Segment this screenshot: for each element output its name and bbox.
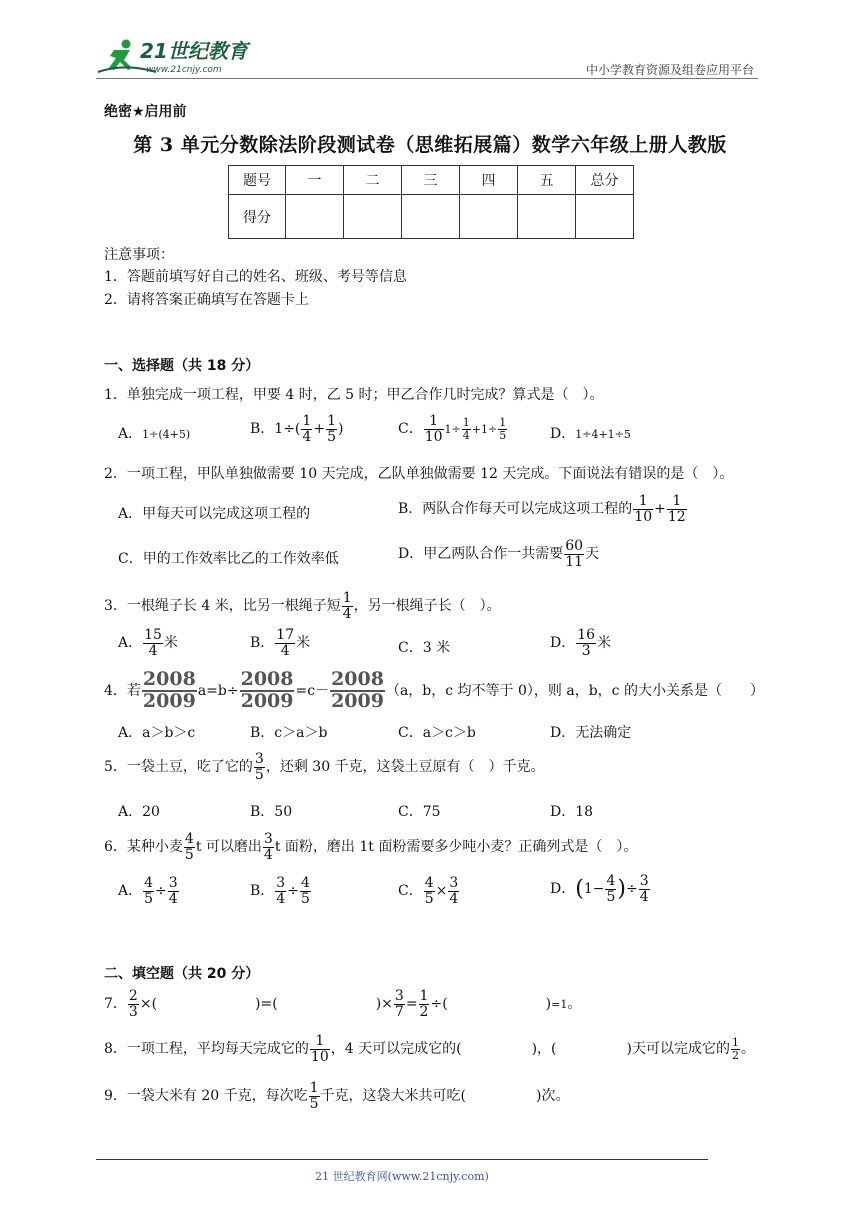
equals-one: =1 <box>551 998 568 1012</box>
fraction: $\frac{1}{5}$ <box>327 413 336 445</box>
question-5 <box>104 752 545 782</box>
question-9 <box>104 1081 569 1111</box>
option-unit: 米 <box>296 635 311 652</box>
fraction: $\frac{3}{5}$ <box>254 751 264 783</box>
operator: × <box>435 883 448 900</box>
option-expr: 1÷4+1÷5 <box>575 428 631 441</box>
option-letter: A． <box>118 883 143 900</box>
period: 。 <box>567 996 582 1013</box>
q1-option-d[interactable] <box>550 423 631 443</box>
q4-option-c[interactable]: C．a＞c＞b <box>398 725 476 741</box>
q6-option-a[interactable] <box>118 876 180 906</box>
q4-option-b[interactable]: B．c＞a＞b <box>250 725 328 741</box>
page-title: 第 3 单元分数除法阶段测试卷（思维拓展篇）数学六年级上册人教版 <box>133 134 727 156</box>
option-letter: B． <box>250 421 275 438</box>
blank-expr[interactable]: ，4 天可以完成它的( )，( )天可以完成它的 <box>330 1041 730 1058</box>
question-text: 6．某种小麦 <box>104 839 183 856</box>
score-table-header-row <box>229 166 634 195</box>
option-letter: C． <box>398 883 423 900</box>
q2-option-d[interactable] <box>398 539 599 569</box>
fraction: $\frac{1}{2}$ <box>731 1036 739 1062</box>
option-letter: D． <box>550 635 576 652</box>
header-platform-text: 中小学教育资源及组卷应用平台 <box>585 63 754 77</box>
option-letter: D． <box>550 881 576 898</box>
q4-option-d[interactable]: D．无法确定 <box>550 725 632 741</box>
site-logo <box>96 36 256 78</box>
question-7 <box>104 989 581 1019</box>
fraction: $\frac{17}{4}$ <box>276 627 295 659</box>
notes-title: 注意事项： <box>104 247 174 263</box>
option-letter: A． <box>118 635 143 652</box>
fraction: $\frac{1}{5}$ <box>499 416 507 442</box>
score-input-cell[interactable] <box>518 195 576 239</box>
option-expr: 1÷ <box>444 423 461 437</box>
q5-option-c[interactable]: C．75 <box>398 804 441 820</box>
score-input-cell[interactable] <box>460 195 518 239</box>
q1-option-b[interactable] <box>250 414 343 444</box>
option-expr: +1÷ <box>471 423 498 437</box>
option-expr: 1÷(4+5) <box>142 428 191 441</box>
open-paren: ( <box>575 876 584 902</box>
fraction: $\frac{1}{4}$ <box>342 590 352 622</box>
fraction: $\frac{16}{3}$ <box>577 627 596 659</box>
question-text: t 可以磨出 <box>195 839 262 856</box>
fraction: $\frac{4}{5}$ <box>184 831 194 863</box>
period: 。 <box>740 1041 755 1058</box>
score-input-cell[interactable] <box>286 195 344 239</box>
fraction: $\frac{4}{5}$ <box>424 875 434 907</box>
q2-option-c[interactable]: C．甲的工作效率比乙的工作效率低 <box>118 551 339 567</box>
plus-sign: + <box>654 501 666 518</box>
option-unit: 天 <box>585 546 600 563</box>
fraction: $\frac{3}{4}$ <box>639 873 649 905</box>
fraction: $\frac{3}{4}$ <box>449 875 459 907</box>
q3-option-c[interactable]: C．3 米 <box>398 640 451 656</box>
fraction: $\frac{3}{7}$ <box>394 988 404 1020</box>
option-expr: 1− <box>583 881 605 898</box>
footer-divider <box>96 1159 708 1160</box>
fraction: $\frac{1}{10}$ <box>634 493 653 525</box>
q1-option-c[interactable] <box>398 414 508 444</box>
q5-option-b[interactable]: B．50 <box>250 804 293 820</box>
question-text: a=b÷ <box>197 682 239 699</box>
logo-text: 21世纪教育 <box>140 39 248 63</box>
q5-option-d[interactable]: D．18 <box>550 804 594 820</box>
fraction: $\frac{2008}{2009}$ <box>240 668 294 712</box>
q3-option-d[interactable] <box>550 628 611 658</box>
q6-option-b[interactable] <box>250 876 312 906</box>
score-cell: 五 <box>518 166 576 195</box>
score-cell: 二 <box>344 166 402 195</box>
score-row-label: 得分 <box>229 195 286 239</box>
option-letter: B． <box>250 883 275 900</box>
blank-expr[interactable]: ÷( ) <box>430 996 552 1013</box>
fraction: $\frac{2008}{2009}$ <box>142 668 196 712</box>
fraction: $\frac{2}{3}$ <box>128 988 138 1020</box>
score-cell: 题号 <box>229 166 286 195</box>
score-table-score-row <box>229 195 634 239</box>
operator: ÷ <box>625 881 638 898</box>
fraction: $\frac{15}{4}$ <box>144 627 162 659</box>
score-cell: 三 <box>402 166 460 195</box>
option-letter: C． <box>398 421 423 438</box>
question-8 <box>104 1034 755 1064</box>
option-unit: 米 <box>597 635 612 652</box>
footer-text: 21 世纪教育网(www.21cnjy.com) <box>315 1170 489 1183</box>
question-text: t 面粉，磨出 1t 面粉需要多少吨小麦？正确列式是（ ）。 <box>274 839 638 856</box>
score-input-cell[interactable] <box>402 195 460 239</box>
question-3 <box>104 591 501 621</box>
score-table <box>228 165 634 239</box>
close-paren: ) <box>617 876 626 902</box>
question-1: 1．单独完成一项工程，甲要 4 时，乙 5 时；甲乙合作几时完成？算式是（ ）。 <box>104 387 604 403</box>
score-cell: 四 <box>460 166 518 195</box>
q6-option-c[interactable] <box>398 876 460 906</box>
close-paren: ) <box>337 421 344 438</box>
question-4 <box>104 670 764 712</box>
section-title-choice: 一、选择题（共 18 分） <box>104 358 260 374</box>
question-text: 7． <box>104 996 127 1013</box>
fraction: $\frac{4}{5}$ <box>144 875 154 907</box>
question-text: 5．一袋土豆，吃了它的 <box>104 759 253 776</box>
score-input-cell[interactable] <box>344 195 402 239</box>
section-title-fill: 二、填空题（共 20 分） <box>104 966 260 982</box>
fraction: $\frac{2008}{2009}$ <box>331 668 384 712</box>
fraction: $\frac{1}{10}$ <box>310 1033 329 1065</box>
plus-sign: + <box>313 421 326 438</box>
fraction: $\frac{3}{4}$ <box>168 875 178 907</box>
blank-expr[interactable]: 千克，这袋大米共可吃( )次。 <box>320 1088 570 1105</box>
q2-option-a[interactable]: A．甲每天可以完成这项工程的 <box>118 506 311 522</box>
q3-option-a[interactable] <box>118 628 178 658</box>
option-letter: D． <box>550 426 576 442</box>
equals-sign: = <box>405 996 418 1013</box>
option-text: D．甲乙两队合作一共需要 <box>398 546 564 563</box>
fraction: $\frac{1}{5}$ <box>309 1080 319 1112</box>
fraction: $\frac{4}{5}$ <box>300 875 310 907</box>
question-text: ，还剩 30 千克，这袋土豆原有（ ）千克。 <box>265 759 545 776</box>
fraction: $\frac{3}{4}$ <box>276 875 286 907</box>
fraction: $\frac{1}{10}$ <box>424 413 443 445</box>
option-letter: B． <box>250 635 275 652</box>
question-2: 2．一项工程，甲队单独做需要 10 天完成，乙队单独做需要 12 天完成。下面说法有错误的是（ ）。 <box>104 466 734 482</box>
fraction: $\frac{1}{2}$ <box>419 988 429 1020</box>
q5-option-a[interactable]: A．20 <box>118 804 160 820</box>
option-unit: 米 <box>163 635 178 652</box>
question-text: 9．一袋大米有 20 千克，每次吃 <box>104 1088 308 1105</box>
header-divider <box>96 78 758 79</box>
question-text: 8．一项工程，平均每天完成它的 <box>104 1041 309 1058</box>
question-text: 4．若 <box>104 682 141 699</box>
q1-option-a[interactable] <box>118 423 190 443</box>
question-6 <box>104 832 637 862</box>
blank-expr[interactable]: ×( )=( )× <box>139 996 393 1013</box>
question-text: （a，b，c 均不等于 0），则 a，b，c 的大小关系是（ ） <box>385 682 764 699</box>
fraction: $\frac{3}{4}$ <box>263 831 273 863</box>
option-expr: 1÷( <box>274 421 301 438</box>
question-text: ，另一根绳子长（ ）。 <box>353 598 501 615</box>
fraction: $\frac{60}{11}$ <box>565 538 584 570</box>
q4-option-a[interactable]: A．a＞b＞c <box>118 725 196 741</box>
fraction: $\frac{1}{4}$ <box>462 416 470 442</box>
note-item: 2．请将答案正确填写在答题卡上 <box>104 292 309 308</box>
q3-option-b[interactable] <box>250 628 310 658</box>
fraction: $\frac{4}{5}$ <box>606 873 616 905</box>
q2-option-b[interactable] <box>398 494 688 524</box>
logo-url: www.21cnjy.com <box>146 65 222 75</box>
operator: ÷ <box>287 883 299 900</box>
q6-option-d[interactable] <box>550 874 651 904</box>
score-cell: 一 <box>286 166 344 195</box>
note-item: 1．答题前填写好自己的姓名、班级、考号等信息 <box>104 269 407 285</box>
option-text: B．两队合作每天可以完成这项工程的 <box>398 501 633 518</box>
fraction: $\frac{1}{4}$ <box>302 413 312 445</box>
question-text: =c－ <box>295 682 330 699</box>
operator: ÷ <box>155 883 167 900</box>
secret-label: 绝密★启用前 <box>104 104 187 120</box>
score-cell: 总分 <box>576 166 634 195</box>
fraction: $\frac{1}{12}$ <box>667 493 686 525</box>
option-letter: A． <box>118 426 143 442</box>
score-input-cell[interactable] <box>576 195 634 239</box>
question-text: 3．一根绳子长 4 米，比另一根绳子短 <box>104 598 341 615</box>
